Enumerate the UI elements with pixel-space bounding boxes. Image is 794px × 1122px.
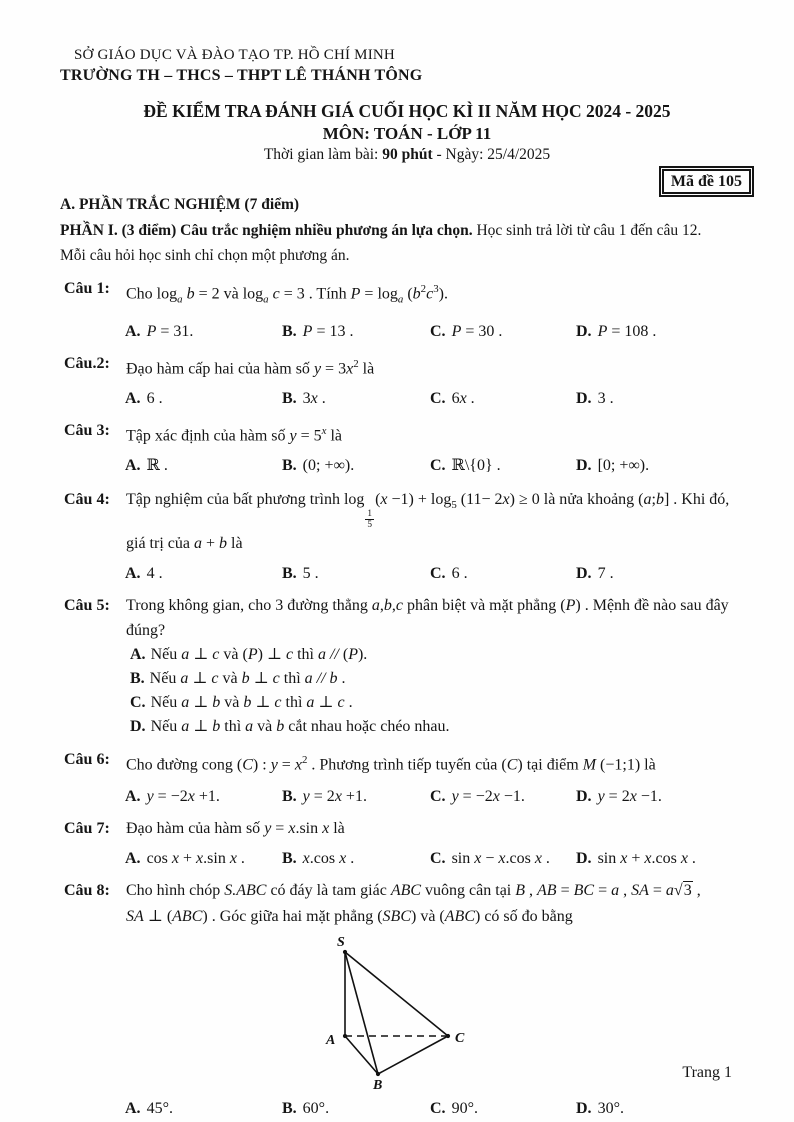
exam-code-row [60,166,754,194]
question-7-number: Câu 7: [64,820,110,838]
time-duration: 90 phút [382,146,433,163]
time-suffix: - Ngày: 25/4/2025 [432,146,551,163]
option-c: C. y = −2x −1. [430,788,525,806]
question-3-text: Tập xác định của hàm số $y = 5^x$ là [126,424,343,445]
question-5-number: Câu 5: [64,597,110,615]
question-3-options [125,453,754,479]
option-d: D. y = 2x −1. [576,788,662,806]
question-2-number: Câu.2: [64,354,110,372]
option-d: D. sin x + x.cos x . [576,850,696,868]
question-4-number: Câu 4: [64,491,110,509]
question-7-text: Đạo hàm của hàm số y = x.sin x là [126,820,345,838]
question-5-text: Trong không gian, cho 3 đường thẳng a,b,c phân biệt và mặt phẳng (P) . Mệnh đề nào sau đây [126,597,729,615]
option-a: A. y = −2x +1. [125,788,220,806]
option-c: C. 90°. [430,1100,478,1118]
question-7-options [125,846,754,872]
option-b: B. y = 2x +1. [282,788,367,806]
question-3-number: Câu 3: [64,421,110,439]
section-intro [60,218,754,268]
part-i-instruction: Học sinh trả lời từ câu 1 đến câu 12. [472,222,702,239]
vertex-label-a: A [326,1033,336,1049]
question-3 [60,418,754,479]
exam-title: ĐỀ KIỂM TRA ĐÁNH GIÁ CUỐI HỌC KÌ II NĂM HỌC 2024 - 2025 [143,101,671,121]
option-b: B. (0; +∞). [282,457,355,475]
question-2-text: Đạo hàm cấp hai của hàm số $y = 3x^2$ là [126,357,375,377]
question-6-options [125,784,754,810]
question-6-text: Cho đường cong (C) : $y = x^2$ . Phương trình tiếp tuyến của (C) tại điểm M (−1;1) là [126,754,656,774]
option-a: A. 6 . [125,389,163,407]
section-intro-line2: Mỗi câu hỏi học sinh chỉ chọn một phương án. [60,247,350,264]
option-a: A. Nếu a ⊥ c và (P) ⊥ c thì a // (P). [130,646,368,664]
option-d: D. P = 108 . [576,322,657,340]
option-b: B. Nếu a ⊥ c và b ⊥ c thì a // b . [130,670,346,688]
option-c: C. Nếu a ⊥ b và b ⊥ c thì a ⊥ c . [130,694,353,712]
option-d: D. [0; +∞). [576,457,650,475]
question-8-text-line2: SA ⊥ (ABC) . Góc giữa hai mặt phẳng (SBC) và (ABC) có số đo bằng [126,908,573,926]
question-1-number: Câu 1: [64,280,110,297]
section-a-heading: A. PHẦN TRẮC NGHIỆM (7 điểm) [60,196,300,213]
pyramid-figure [300,934,490,1092]
option-d: D. 7 . [576,565,614,583]
part-i-heading: PHẦN I. (3 điểm) Câu trắc nghiệm nhiều phương án lựa chọn. [60,222,473,239]
option-b: B. P = 13 . [282,322,354,340]
question-2-options [125,386,754,412]
department-name: SỞ GIÁO DỤC VÀ ĐÀO TẠO TP. HỒ CHÍ MINH [74,47,395,63]
question-8-number: Câu 8: [64,882,110,900]
vertex-label-c: C [455,1031,465,1047]
option-c: C. 6x . [430,389,475,407]
question-5-text-line2: đúng? [126,622,166,640]
option-d: D. Nếu a ⊥ b thì a và b cắt nhau hoặc chéo nhau. [130,718,450,736]
option-b: B. 5 . [282,565,319,583]
exam-code-box: Mã đề 105 [659,166,754,197]
exam-time-line [60,145,754,165]
option-a: A. ℝ . [125,457,168,475]
option-a: A. 45°. [125,1100,173,1118]
question-8-options [125,1096,754,1122]
option-d: D. 30°. [576,1100,624,1118]
exam-subject: MÔN: TOÁN - LỚP 11 [322,124,492,143]
option-a: A. cos x + x.sin x . [125,850,245,868]
option-c: C. 6 . [430,565,468,583]
option-c: C. ℝ\{0} . [430,457,501,475]
question-4-options [125,561,754,587]
question-1 [60,274,754,345]
question-7 [60,816,754,872]
question-8-text: Cho hình chóp S.ABC có đáy là tam giác ABC vuông cân tại B , AB = BC = a , SA = a√3 , [126,882,701,900]
question-1-options [125,319,754,345]
question-6-number: Câu 6: [64,751,110,769]
question-4-text: Tập nghiệm của bất phương trình log $\frac{1}{5}$ $(x -1) + \log_5 (11- 2x) \ge 0$ là nửa khoảng (a;b] . Khi đó, [126,491,730,531]
question-1-text: Cho $\log_a b = 2$ và $\log_a c = 3$ . Tính $P = \log_a (b^2c^3)$. [126,283,448,306]
page-number: Trang 1 [682,1064,732,1081]
option-c: C. sin x − x.cos x . [430,850,550,868]
question-2 [60,351,754,412]
time-prefix: Thời gian làm bài: [263,146,383,163]
vertex-label-s: S [337,935,345,951]
option-b: B. x.cos x . [282,850,355,868]
question-5 [60,593,754,739]
option-d: D. 3 . [576,389,614,407]
option-b: B. 3x . [282,389,326,407]
option-a: A. P = 31. [125,322,194,340]
option-a: A. 4 . [125,565,163,583]
question-6 [60,745,754,810]
question-4-text-line2: giá trị của a + b là [126,535,243,553]
question-8 [60,878,754,1122]
section-intro-line1 [60,218,754,243]
vertex-label-b: B [373,1078,383,1093]
option-b: B. 60°. [282,1100,330,1118]
option-c: C. P = 30 . [430,322,503,340]
question-4 [60,485,754,587]
school-name: TRƯỜNG TH – THCS – THPT LÊ THÁNH TÔNG [60,67,423,84]
